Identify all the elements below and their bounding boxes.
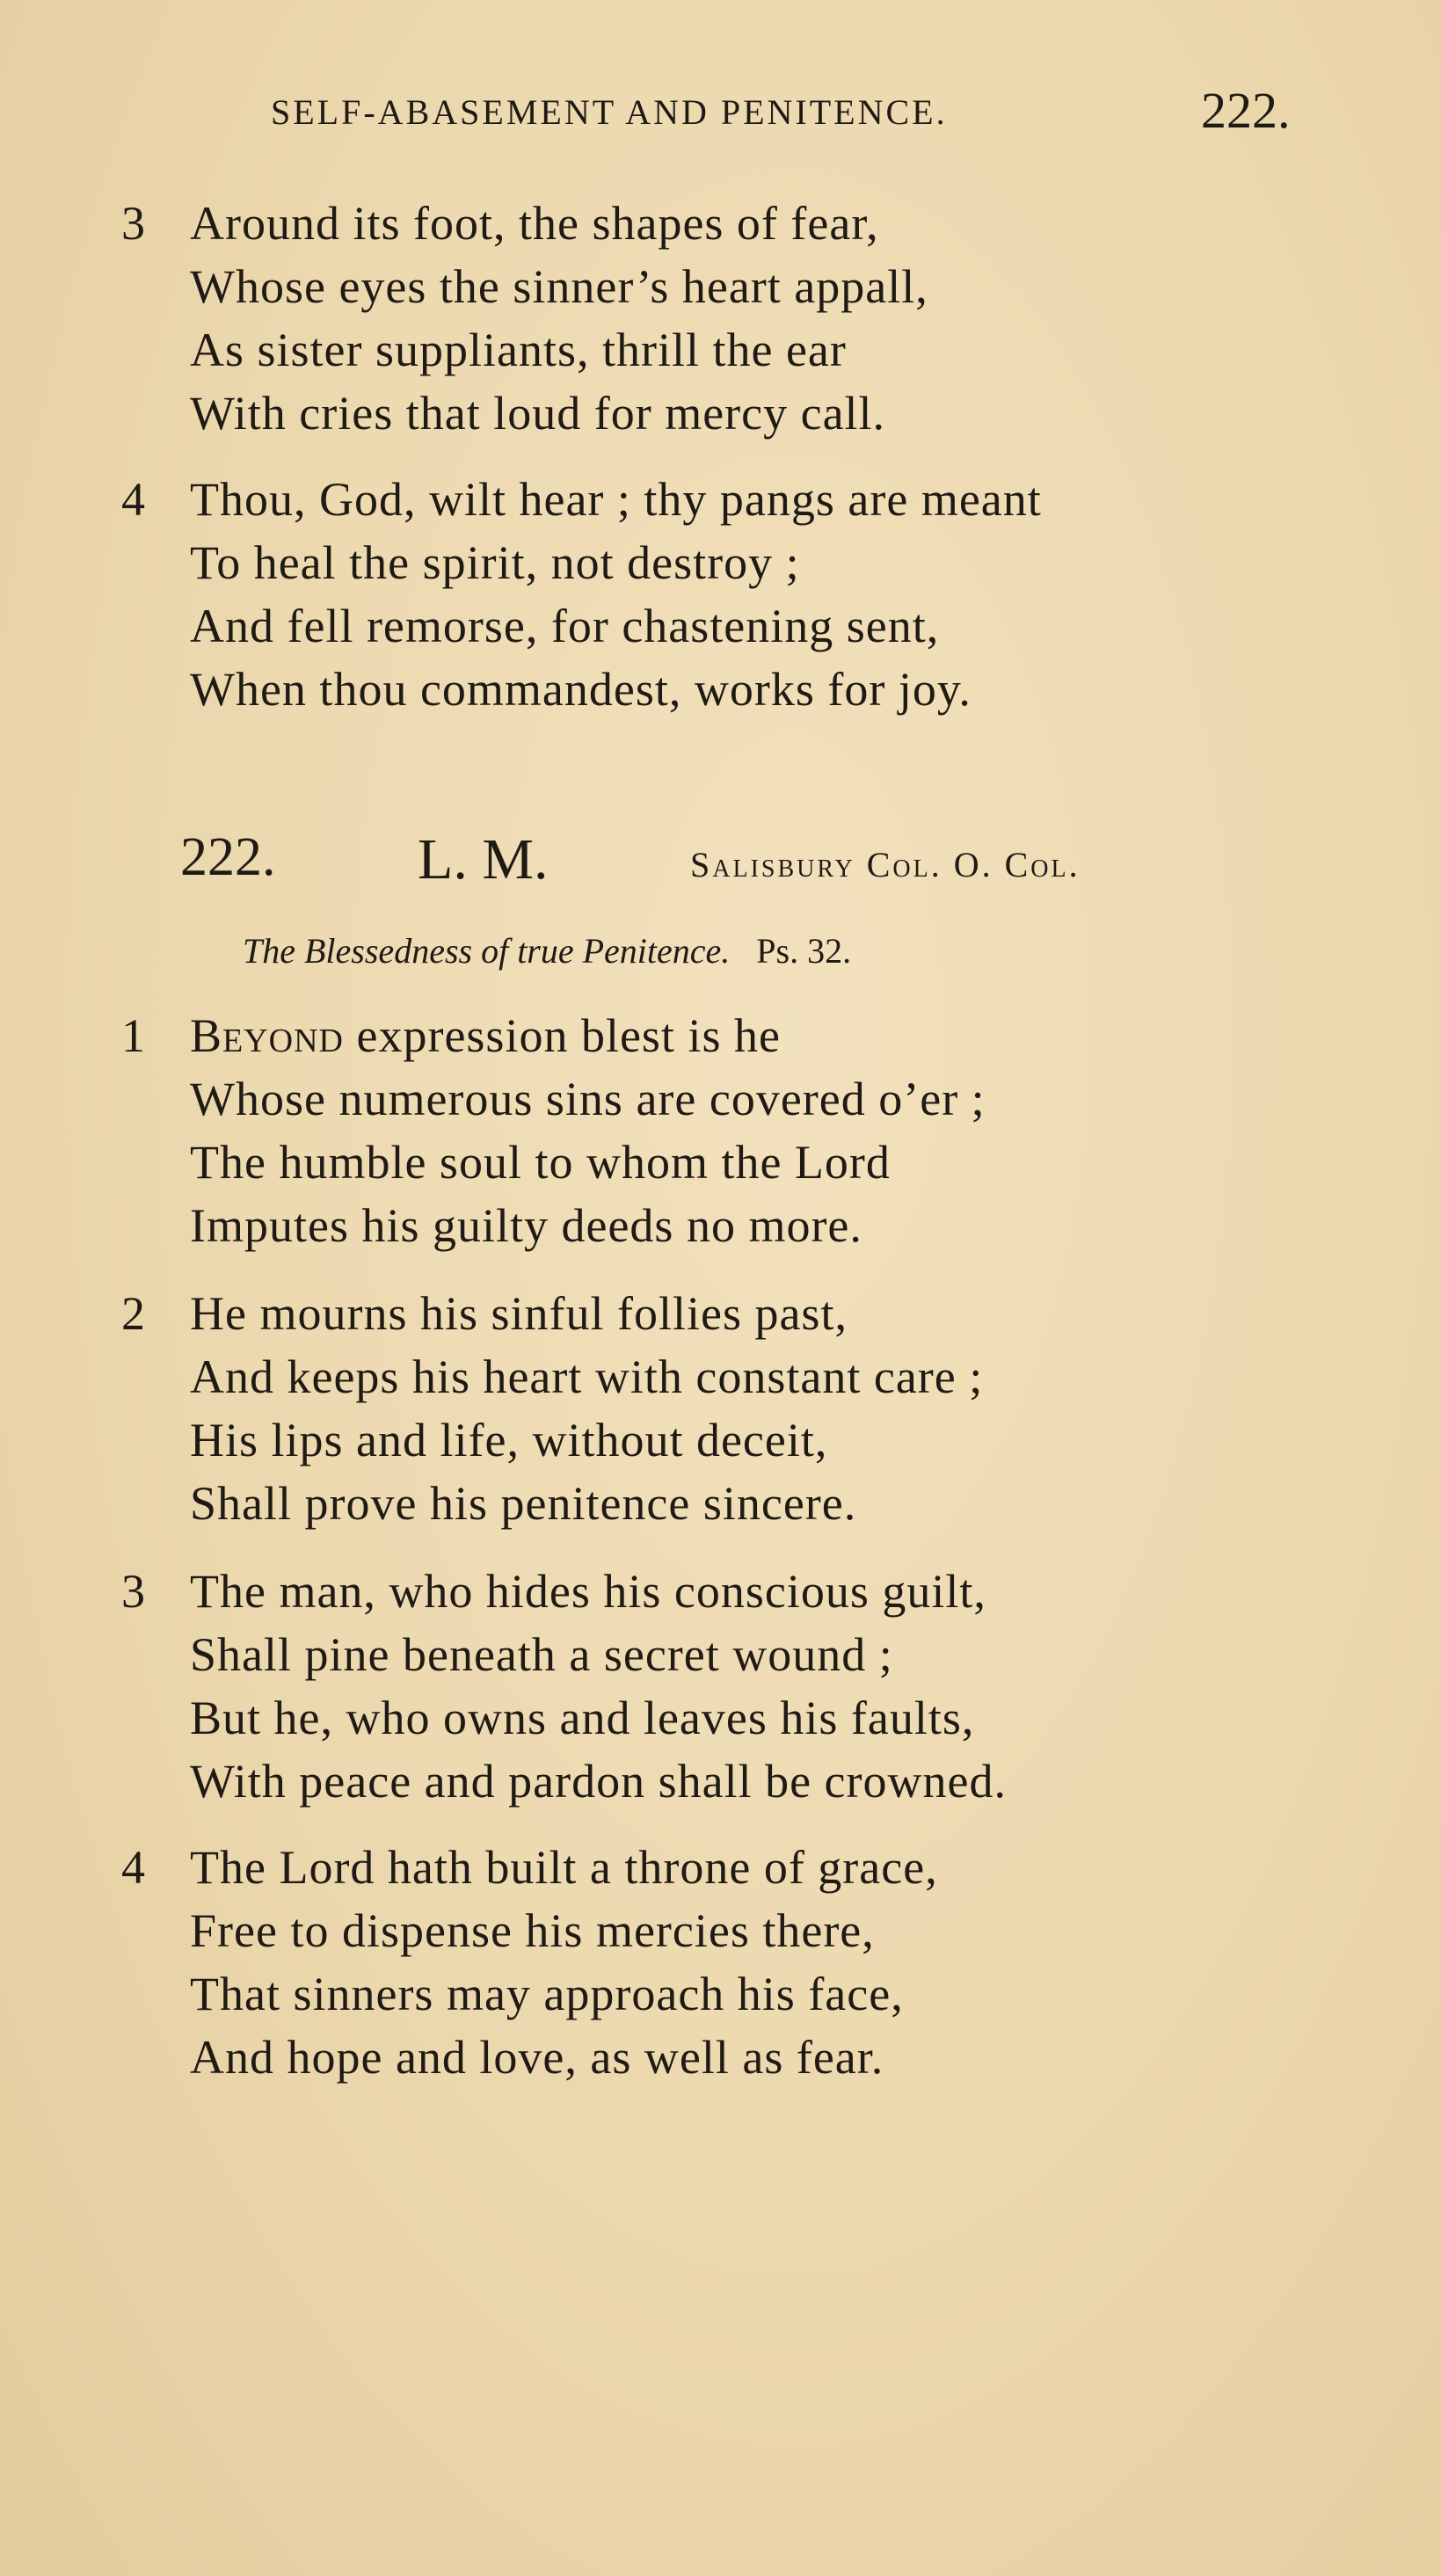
verse-line: When thou commandest, works for joy. xyxy=(190,663,972,716)
stanza-number: 3 xyxy=(121,197,145,250)
verse-line: Around its foot, the shapes of fear, xyxy=(190,197,879,250)
stanza-number: 3 xyxy=(121,1565,145,1618)
verse-line: With peace and pardon shall be crowned. xyxy=(190,1755,1007,1808)
hymn-subtitle xyxy=(243,930,851,971)
hymn-meter: L. M. xyxy=(418,827,549,891)
verse-line: Whose eyes the sinner’s heart appall, xyxy=(190,260,928,313)
verse-line: To heal the spirit, not destroy ; xyxy=(190,536,800,589)
verse-line: With cries that loud for mercy call. xyxy=(190,387,886,440)
verse-line: Shall pine beneath a secret wound ; xyxy=(190,1628,893,1681)
verse-line: Imputes his guilty deeds no more. xyxy=(190,1199,862,1252)
verse-line xyxy=(190,1004,781,1067)
verse-line: And hope and love, as well as fear. xyxy=(190,2031,884,2084)
verse-line: That sinners may approach his face, xyxy=(190,1968,904,2020)
verse-line: Free to dispense his mercies there, xyxy=(190,1904,875,1957)
hymn-heading xyxy=(0,826,1441,897)
verse-line: And fell remorse, for chastening sent, xyxy=(190,600,940,652)
hymn-tune: Salisbury Col. O. Col. xyxy=(690,845,1081,884)
stanza-number: 4 xyxy=(121,1841,145,1894)
hymn-number: 222. xyxy=(180,827,276,887)
first-word: Beyond xyxy=(190,1009,344,1062)
verse-line: But he, who owns and leaves his faults, xyxy=(190,1692,975,1744)
verse-line: The Lord hath built a throne of grace, xyxy=(190,1841,938,1894)
stanza-number: 4 xyxy=(121,473,145,526)
verse-line: The humble soul to whom the Lord xyxy=(190,1136,891,1189)
stanza-number: 1 xyxy=(121,1009,145,1062)
verse-line-remainder: expression blest is he xyxy=(344,1009,781,1062)
verse-line: He mourns his sinful follies past, xyxy=(190,1287,848,1340)
stanza-number: 2 xyxy=(121,1287,145,1340)
verse-line: Shall prove his penitence sincere. xyxy=(190,1477,857,1530)
verse-line: Thou, God, wilt hear ; thy pangs are meant xyxy=(190,473,1042,526)
verse-line: His lips and life, without deceit, xyxy=(190,1414,828,1466)
verse-line: And keeps his heart with constant care ; xyxy=(190,1350,984,1403)
running-head: SELF-ABASEMENT AND PENITENCE. xyxy=(271,92,948,132)
verse-line: Whose numerous sins are covered o’er ; xyxy=(190,1073,986,1125)
verse-line: As sister suppliants, thrill the ear xyxy=(190,324,847,376)
hymn-title: The Blessedness of true Penitence. xyxy=(243,931,731,971)
psalm-reference: Ps. 32. xyxy=(756,931,852,971)
page-number: 222. xyxy=(1201,82,1291,139)
page-header xyxy=(0,81,1441,142)
verse-line: The man, who hides his conscious guilt, xyxy=(190,1565,986,1618)
